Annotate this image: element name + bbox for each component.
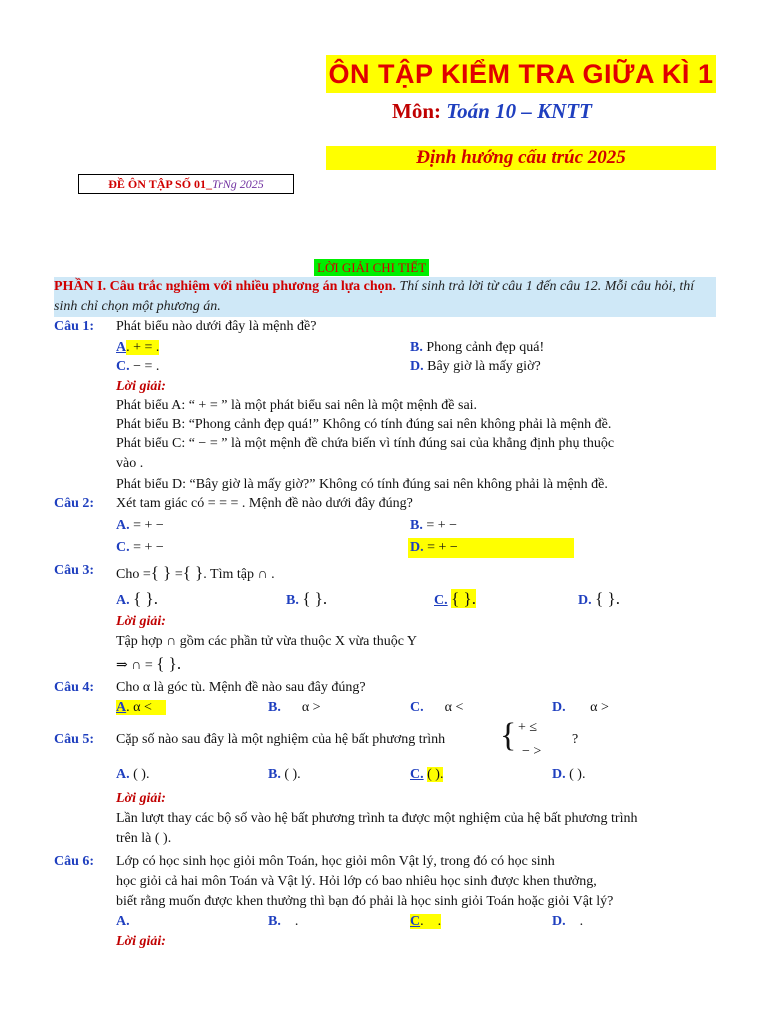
q1-c-text: − = . xyxy=(129,359,160,374)
q6-option-b[interactable] xyxy=(268,914,298,930)
q4-b-label: B. xyxy=(268,700,281,715)
q5-option-c[interactable] xyxy=(410,767,443,783)
q6-a-label: A. xyxy=(116,914,130,929)
q3-c-set: { }. xyxy=(451,589,476,608)
q1-option-d[interactable] xyxy=(410,359,541,375)
q1-option-a[interactable] xyxy=(116,340,159,356)
q2-option-a[interactable] xyxy=(116,518,164,534)
q3-option-b[interactable] xyxy=(286,589,327,609)
q1-stem: Phát biểu nào dưới đây là mệnh đề? xyxy=(116,319,317,334)
q4-option-c[interactable] xyxy=(410,700,463,716)
q2-b-label: B. xyxy=(410,518,423,533)
q6-stem-line: học giỏi cả hai môn Toán và Vật lý. Hỏi lớp có bao nhiêu học sinh được khen thưởng, xyxy=(116,874,597,889)
q3-stem xyxy=(116,563,275,583)
q5-number: Câu 5: xyxy=(54,732,95,747)
q2-c-text: = + − xyxy=(129,540,164,555)
q3-brace: { } xyxy=(182,563,204,582)
q4-d-text: α > xyxy=(590,700,609,715)
q1-solution-line: Phát biểu D: “Bây giờ là mấy giờ?” Không có tính đúng sai nên không phải là mệnh đề. xyxy=(116,477,608,492)
part1-title: Câu trắc nghiệm với nhiều phương án lựa chọn. xyxy=(109,279,396,294)
q6-b-label: B. xyxy=(268,914,281,929)
subject-line xyxy=(392,99,592,124)
exam-code: ĐỀ ÔN TẬP SỐ 01_ xyxy=(108,177,213,191)
q4-b-text: α > xyxy=(301,700,321,715)
q1-b-label: B. xyxy=(410,340,423,355)
q3-stem-end: . Tìm tập ∩ . xyxy=(203,567,275,582)
q3-solution-line: Tập hợp ∩ gồm các phần tử vừa thuộc X vừa thuộc Y xyxy=(116,634,418,649)
q1-option-b[interactable] xyxy=(410,340,544,356)
q2-d-label: D. xyxy=(410,540,424,555)
structure-banner: Định hướng cấu trúc 2025 xyxy=(326,146,716,170)
q6-option-d[interactable] xyxy=(552,914,583,930)
q1-d-text: Bây giờ là mấy giờ? xyxy=(427,359,541,374)
q3-solution-label: Lời giải: xyxy=(116,614,166,629)
q3-result-set: { }. xyxy=(156,654,182,673)
q5-b-pair: ( ). xyxy=(284,767,301,782)
q6-c-text: . . xyxy=(420,914,442,929)
q4-number: Câu 4: xyxy=(54,680,95,695)
q5-a-label: A. xyxy=(116,767,130,782)
q1-solution-line: vào . xyxy=(116,456,144,471)
q5-d-pair: ( ). xyxy=(569,767,586,782)
q5-b-label: B. xyxy=(268,767,281,782)
q6-d-text: . xyxy=(565,914,584,929)
q5-solution-line: trên là ( ). xyxy=(116,831,172,846)
q6-option-a[interactable] xyxy=(116,914,130,930)
q6-stem-line: Lớp có học sinh học giỏi môn Toán, học giỏi môn Vật lý, trong đó có học sinh xyxy=(116,854,555,869)
part1-instruction: Thí sinh trả lời từ câu 1 đến câu 12. Mỗi câu hỏi, thí sinh chỉ chọn một phương án. xyxy=(54,279,695,314)
q3-d-label: D. xyxy=(578,593,592,608)
q2-c-label: C. xyxy=(116,540,130,555)
q6-d-label: D. xyxy=(552,914,566,929)
q6-b-text: . xyxy=(280,914,299,929)
exam-code-box xyxy=(78,174,294,194)
q3-d-set: { }. xyxy=(595,589,620,608)
q2-option-d[interactable] xyxy=(410,540,458,556)
q5-system-brace: { xyxy=(500,717,517,754)
q1-b-text: Phong cảnh đẹp quá! xyxy=(426,340,545,355)
q3-number: Câu 3: xyxy=(54,563,95,578)
q5-option-a[interactable] xyxy=(116,767,149,783)
q1-option-c[interactable] xyxy=(116,359,159,375)
q1-c-label: C. xyxy=(116,359,130,374)
q5-a-pair: ( ). xyxy=(133,767,150,782)
q1-a-text: . + = . xyxy=(126,340,160,355)
q3-stem-mid: = xyxy=(171,567,183,582)
q5-solution-line: Lần lượt thay các bộ số vào hệ bất phương trình ta được một nghiệm của hệ bất phương trình xyxy=(116,811,638,826)
q4-stem: Cho α là góc tù. Mệnh đề nào sau đây đúng? xyxy=(116,680,366,695)
q5-system-eq2: − > xyxy=(522,744,542,759)
q3-solution-line xyxy=(116,654,181,674)
exam-author: TrNg 2025 xyxy=(212,177,264,191)
q5-question-mark: ? xyxy=(572,732,579,747)
q6-number: Câu 6: xyxy=(54,854,95,869)
q6-c-label: C xyxy=(410,914,421,929)
q5-option-d[interactable] xyxy=(552,767,585,783)
q2-stem: Xét tam giác có = = = . Mệnh đề nào dưới đây đúng? xyxy=(116,496,413,511)
q2-d-text: = + − xyxy=(423,540,458,555)
q4-c-text: α < xyxy=(444,700,464,715)
q4-option-a[interactable] xyxy=(116,700,166,716)
q1-solution-line: Phát biểu B: “Phong cảnh đẹp quá!” Không có tính đúng sai nên không phải là mệnh đề. xyxy=(116,417,612,432)
q2-b-text: = + − xyxy=(422,518,458,533)
q3-brace: { } xyxy=(150,563,172,582)
q4-a-text: . α < xyxy=(126,700,152,715)
q1-solution-line: Phát biểu A: “ + = ” là một phát biểu sai nên là một mệnh đề sai. xyxy=(116,398,478,413)
document-title: ÔN TẬP KIỂM TRA GIỮA KÌ 1 xyxy=(326,55,716,93)
q1-a-label: A xyxy=(116,340,127,355)
part1-heading xyxy=(54,277,716,317)
q5-c-pair: ( ). xyxy=(427,767,444,782)
q5-d-label: D. xyxy=(552,767,566,782)
q4-c-label: C. xyxy=(410,700,424,715)
q2-option-c[interactable] xyxy=(116,540,164,556)
q4-option-b[interactable] xyxy=(268,700,321,716)
q3-a-set: { }. xyxy=(133,589,158,608)
part1-label: PHẦN I. xyxy=(54,279,107,294)
q5-stem: Cặp số nào sau đây là một nghiệm của hệ bất phương trình xyxy=(116,732,446,747)
q2-number: Câu 2: xyxy=(54,496,95,511)
q4-a-label: A xyxy=(116,700,127,715)
q3-stem-start: Cho = xyxy=(116,567,151,582)
q3-c-label: C. xyxy=(434,593,448,608)
q1-d-label: D. xyxy=(410,359,424,374)
solution-title: LỜI GIẢI CHI TIẾT xyxy=(314,259,429,276)
q2-a-label: A. xyxy=(116,518,130,533)
q3-b-set: { }. xyxy=(302,589,328,608)
q2-a-text: = + − xyxy=(129,518,164,533)
q4-d-label: D. xyxy=(552,700,566,715)
q2-option-b[interactable] xyxy=(410,518,457,534)
q5-system-eq1: + ≤ xyxy=(518,720,538,735)
q4-option-d[interactable] xyxy=(552,700,609,716)
q6-solution-label: Lời giải: xyxy=(116,934,166,949)
q3-option-d[interactable] xyxy=(578,589,620,609)
subject-value: Toán 10 – KNTT xyxy=(446,99,592,123)
q5-option-b[interactable] xyxy=(268,767,301,783)
q1-solution-line: Phát biểu C: “ − = ” là một mệnh đề chứa biến vì tính đúng sai của khẳng định phụ thuộc xyxy=(116,436,615,451)
q3-solution-result: ⇒ ∩ = xyxy=(116,658,153,673)
q5-solution-label: Lời giải: xyxy=(116,791,166,806)
q1-number: Câu 1: xyxy=(54,319,95,334)
q6-option-c[interactable] xyxy=(410,914,441,930)
q6-stem-line: biết rằng muốn được khen thưởng thì bạn đó phải là học sinh giỏi Toán hoặc giỏi Vật lý? xyxy=(116,894,614,909)
q3-b-label: B. xyxy=(286,593,299,608)
q5-c-label: C. xyxy=(410,767,424,782)
q1-solution-label: Lời giải: xyxy=(116,379,166,394)
subject-label: Môn: xyxy=(392,99,441,123)
q3-option-c[interactable] xyxy=(434,589,476,609)
q3-option-a[interactable] xyxy=(116,589,158,609)
q3-a-label: A. xyxy=(116,593,130,608)
